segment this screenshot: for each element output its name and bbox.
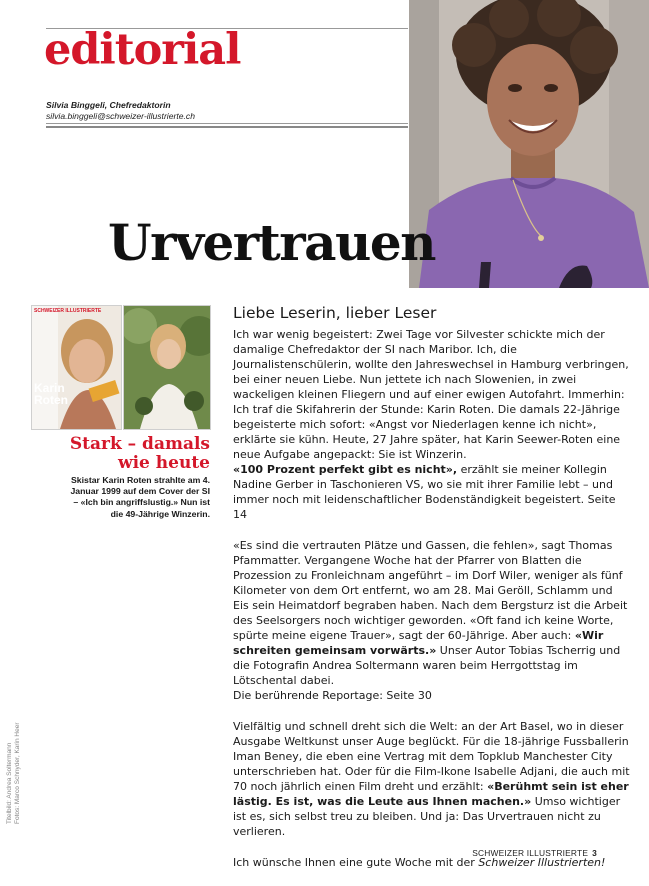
- author-name: Silvia Binggeli, Chefredaktorin: [46, 100, 171, 110]
- quote-2: «Wir schreiten gemeinsam vorwärts.»: [233, 629, 604, 657]
- author-rule-double: [46, 126, 408, 128]
- credit-photos: Fotos: Marco Schnyder, Karin Heer: [13, 722, 21, 824]
- reportage-reference: Die berührende Reportage: Seite 30: [233, 689, 432, 702]
- paragraph-3: Vielfältig und schnell dreht sich die Welt: an der Art Basel, wo in dieser Ausgabe Weltkunst unser Auge beglückt. Für die 18-jährige Fussballerin Iman Beney, die eben eine Vertrag mit dem Topklub Manchester City unterschrieben hat. Oder für die Film-Ikone Isabelle Adjani, die auch mit 70 noch jährlich einen Film dreht und erzählt: «Berühmt sein ist eher lästig. Es ist, was die Leute aus Ihnen machen.» Umso wichtiger ist es, sich selbst treu zu bleiben. Und ja: Das Urvertrauen nicht zu verlieren.: [233, 720, 630, 838]
- credit-cover: Titelbild: Andrea Soltermann: [6, 742, 13, 824]
- page-footer: [472, 848, 597, 858]
- vineyard-illustration: [124, 306, 210, 429]
- portrait-illustration: [409, 0, 649, 288]
- headline: Urvertrauen: [108, 213, 436, 272]
- sidebar-caption: Skistar Karin Roten strahlte am 4. Januar 1999 auf dem Cover der SI – «Ich bin angriffslustig.» Nun ist die 49-Jährige Winzerin.: [70, 475, 210, 519]
- cover-masthead: SCHWEIZER ILLUSTRIERTE: [34, 308, 102, 314]
- author-block: [46, 100, 195, 122]
- magazine-name-italic: Schweizer Illustrierten!: [478, 856, 606, 869]
- page-number: 3: [592, 848, 597, 858]
- closing-line: Ich wünsche Ihnen eine gute Woche mit der Schweizer Illustrierten!: [233, 856, 606, 869]
- quote-1: «100 Prozent perfekt gibt es nicht»,: [233, 463, 458, 476]
- editorial-body: [233, 303, 631, 886]
- cover-illustration: [32, 306, 121, 429]
- photo-credits: [6, 720, 126, 830]
- cover-name: Karin Roten: [34, 381, 68, 407]
- sidebar-heading: Stark – damals wie heute: [69, 434, 210, 473]
- section-title: editorial: [44, 25, 241, 75]
- karin-roten-vineyard-photo: [123, 305, 211, 430]
- author-rule: [46, 123, 408, 124]
- author-email[interactable]: silvia.binggeli@schweizer-illustrierte.ch: [46, 111, 195, 121]
- greeting: Liebe Leserin, lieber Leser: [233, 304, 437, 322]
- paragraph-1: Ich war wenig begeistert: Zwei Tage vor Silvester schickte mich der damalige Chefredaktor der SI nach Maribor. Ich, die Journalistenschülerin, wollte den Jahreswechsel in Hamburg verbringen, bei einer neuen Liebe. Nun jettete ich nach Slowenien, in zwei wackeligen kleinen Fliegern und auf einer ewigen Autofahrt. Immerhin: Ich traf die Skifahrerin der Stunde: Karin Roten. Die damals 22-Jährige begeisterte mich sofort: «Angst vor Niederlagen kenne ich nicht», erklärte sie kühn. Heute, 27 Jahre später, hat Karin Seewer-Roten eine neue Aufgabe angepackt: Sie ist Winzerin. «100 Prozent perfekt gibt es nicht», erzählt sie meiner Kollegin Nadine Gerber in Taschonieren VS, wo sie mit ihrer Familie lebt – und immer noch mit leidenschaftlicher Bodenständigkeit begeistert. Seite 14: [233, 328, 629, 521]
- editor-portrait-photo: [409, 0, 649, 288]
- si-cover-1999-image: [31, 305, 122, 430]
- paragraph-2: «Es sind die vertrauten Plätze und Gassen, die fehlen», sagt Thomas Pfammatter. Vergangene Woche hat der Pfarrer von Blatten die Prozession zu Fronleichnam angeführt – im Dorf Wiler, weniger als fünf Kilometer von dem Ort entfernt, wo am 28. Mai Geröll, Schlamm und Eis sein Heimatdorf begraben haben. Nach dem Bergsturz ist die Arbeit des Seelsorgers noch wichtiger geworden. «Oft fand ich keine Worte, spürte meine eigene Trauer», sagt der 60-Jährige. Aber auch: «Wir schreiten gemeinsam vorwärts.» Unser Autor Tobias Tscherrig und die Fotografin Andrea Soltermann waren beim Herrgottstag im Lötschental dabei. Die berührende Reportage: Seite 30: [233, 539, 628, 702]
- footer-magazine: SCHWEIZER ILLUSTRIERTE: [472, 848, 589, 858]
- quote-3: «Berühmt sein ist eher lästig. Es ist, was die Leute aus Ihnen machen.»: [233, 780, 629, 808]
